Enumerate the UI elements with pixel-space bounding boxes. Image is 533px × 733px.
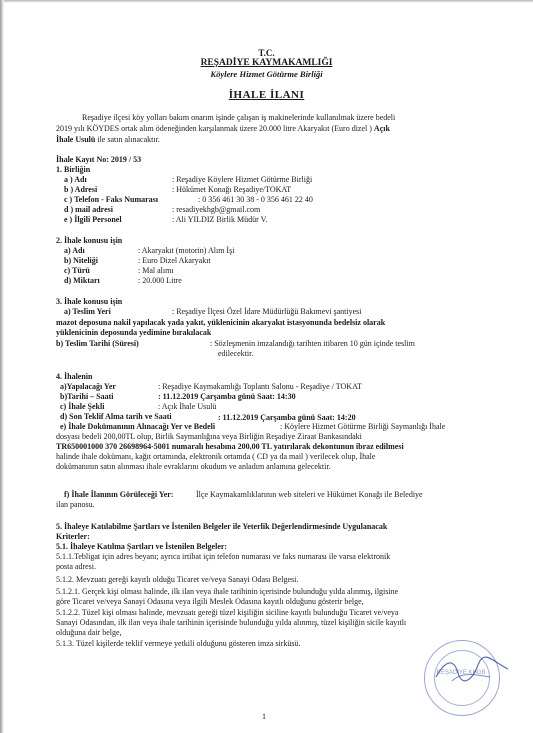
p5121-line-1: 5.1.2.1. Gerçek kişi olması halinde, ilk ilan veya ihale tarihinin içerisinde bulunduğu yılda alınmış, ilgisine (56, 587, 399, 596)
s1-value-telefon: : 0 356 461 30 38 - 0 356 461 22 40 (198, 195, 313, 204)
s1-label-personel: e ) İlgili Personel (64, 215, 122, 224)
s1-value-personel: : Ali YILDIZ Birlik Müdür V. (172, 215, 268, 224)
signature (432, 655, 512, 685)
s2-value-niteligi: : Euro Dizel Akaryakıt (138, 256, 211, 265)
s3-label-teslim-yeri: a) Teslim Yeri (64, 307, 111, 316)
s4-value-yer: : Reşadiye Kaymakamlığı Toplantı Salonu - Reşadiye / TOKAT (158, 382, 362, 391)
s4-label-yer: a)Yapılacağı Yer (60, 382, 116, 391)
ihale-kayit-no: İhale Kayıt No: 2019 / 53 (56, 155, 142, 164)
section-4-heading: 4. İhalenin (56, 372, 93, 381)
section-2-heading: 2. İhale konusu işin (56, 236, 123, 245)
p5122-line-3: olduğuna dair belge, (56, 628, 122, 637)
s4-value-son-teklif: : 11.12.2019 Çarşamba günü Saat: 14:20 (218, 413, 356, 422)
s3-teslim-line-2: mazot deposuna nakil yapılacak yada yakıt, yüklenicinin akaryakıt istasyonunda bedelsiz olarak (56, 318, 386, 327)
section-1-heading: 1. Birliğin (56, 165, 91, 174)
p512: 5.1.2. Mevzuatı gereği kayıtlı olduğu Ticaret ve/veya Sanayi Odası Belgesi. (56, 575, 299, 584)
header-kaymakamlik: REŞADİYE KAYMAKAMLIĞI (200, 58, 333, 68)
s3-label-teslim-tarihi: b) Teslim Tarihi (Süresi) (56, 339, 139, 348)
p511-line-2: posta adresi. (56, 562, 96, 571)
intro-line-3: İhale Usulü ile satın alınacaktır. (56, 135, 160, 144)
s4-label-son-teklif: d) Son Teklif Alma tarih ve Saati (60, 412, 172, 421)
s3-teslim-tarihi-line-2: edilecektir. (218, 349, 254, 358)
s2-value-turu: : Mal alımı (138, 266, 174, 275)
s2-label-turu: c) Türü (64, 266, 90, 275)
s2-label-miktari: d) Miktarı (64, 276, 100, 285)
s2-value-miktari: : 20.000 Litre (138, 276, 182, 285)
header-birlik: Köylere Hizmet Götürme Birliği (210, 69, 323, 79)
intro-line-1: Reşadiye ilçesi köy yolları bakım onarım işinde çalışan iş makinelerinde kullanılmak üzere bedeli (82, 113, 396, 122)
document-title: İHALE İLANI (228, 89, 305, 101)
p5121-line-2: göre Ticaret ve/veya Sanayi Odasına veya ilgili Meslek Odasına kayıtlı olduğunu gösterir belge, (56, 597, 364, 606)
s4-dokuman-line-2: dosyası bedeli 200,00TL olup, Birlik Saymanlığına veya Birliğin Reşadiye Ziraat Bankasındaki (56, 432, 362, 441)
p511-line-1: 5.1.1.Tebligat için adres beyanı; ayrıca irtibat için telefon numarası ve faks numarası ile varsa elektronik (56, 552, 391, 561)
s3-teslim-line-3: yüklenicinin deposunda yedimine bırakılacak (56, 328, 212, 337)
s3-value-teslim-tarihi: : Sözleşmenin imzalandığı tarihten itibaren 10 gün içinde teslim (210, 339, 415, 348)
s1-label-adi: a ) Adı (64, 175, 87, 184)
intro-line-2: 2019 yılı KÖYDES ortak alım ödeneğinden karşılanmak üzere 20.000 litre Akaryakıt (Euro dizel ) Açık (56, 124, 390, 133)
s2-label-adi: a) Adı (64, 246, 85, 255)
s1-value-adi: : Reşadiye Köylere Hizmet Götürme Birliği (172, 175, 313, 184)
p513: 5.1.3. Tüzel kişilerde teklif vermeye yetkili olduğunu gösteren imza sirküsü. (56, 639, 301, 648)
scan-shadow-left (0, 0, 4, 733)
p5122-line-2: Sanayi Odasından, ilk ilan veya ihale tarihinin içerisinde bulunduğu yılda alınmış, tüzel kişiliğin sicile kayıtlı (56, 618, 407, 627)
s4-label-tarih: b)Tarihi – Saati (60, 392, 114, 401)
s4-value-ilan-yeri: İlçe Kaymakamlıklarının web siteleri ve Hükümet Konağı ile Belediye (196, 490, 423, 499)
s1-label-adres: b ) Adresi (64, 185, 98, 194)
s2-label-niteligi: b) Niteliği (64, 256, 98, 265)
s4-dokuman-line-4: halinde ihale dokümanı, kağıt ortamında, elektronik ortamda ( CD ya da mail ) verilecek olup, İhale (56, 452, 376, 461)
section-5-1-heading: 5.1. İhaleye Katılma Şartları ve İstenilen Belgeler: (56, 542, 228, 551)
s1-value-mail: : resadiyekhgb@gmail.com (172, 205, 261, 214)
scan-shadow-top (0, 0, 533, 3)
p5122-line-1: 5.1.2.2. Tüzel kişi olması halinde, mevzuatı gereği tüzel kişiliğin siciline kayıtlı bulunduğu Ticaret ve/veya (56, 608, 399, 617)
s4-value-sekil: : Açık İhale Usulü (158, 402, 217, 411)
s4-dokuman-line-5: dokümanının satın alınması ihale evraklarını okudum ve anladım anlamına gelecektir. (56, 462, 331, 471)
s4-ilan-yeri-line-2: ilan panosu. (56, 500, 95, 509)
section-5-heading: 5. İhaleye Katılabilme Şartları ve İstenilen Belgeler ile Yeterlik Değerlendirmesinde Uygulanacak (56, 522, 388, 531)
header-tc: T.C. (258, 48, 275, 58)
s4-value-tarih: : 11.12.2019 Çarşamba günü Saat: 14:30 (158, 392, 296, 401)
s4-dokuman-line-3: TR650001000 370 26698964-5001 numaralı hesabına 200,00 TL yatırılarak dekontunun ibraz edilmesi (56, 442, 404, 451)
s1-value-adres: : Hükümet Konağı Reşadiye/TOKAT (172, 185, 292, 194)
s4-dokuman-line-1: : Köylere Hizmet Götürme Birliği Saymanlığı İhale (280, 422, 446, 431)
s3-value-teslim-yeri: : Reşadiye İlçesi Özel İdare Müdürlüğü Bakımevi şantiyesi (172, 307, 362, 316)
s2-value-adi: : Akaryakıt (motorin) Alım İşi (138, 246, 235, 255)
section-3-heading: 3. İhale konusu işin (56, 297, 123, 306)
s1-label-mail: d ) mail adresi (64, 205, 113, 214)
s1-label-telefon: c ) Telefon - Faks Numarası (64, 195, 158, 204)
s4-label-sekil: c) İhale Şekli (60, 402, 105, 411)
page-number: 1 (262, 712, 266, 721)
s4-label-dokuman: e) İhale Dokümanının Alınacağı Yer ve Bedeli (60, 422, 216, 431)
stamp-text: REŞADİYE KHGB (436, 670, 486, 676)
s4-label-ilan-yeri: f) İhale İlanının Görüleceği Yer: (64, 490, 174, 499)
section-5-heading-line-2: Kriterler: (56, 532, 90, 541)
